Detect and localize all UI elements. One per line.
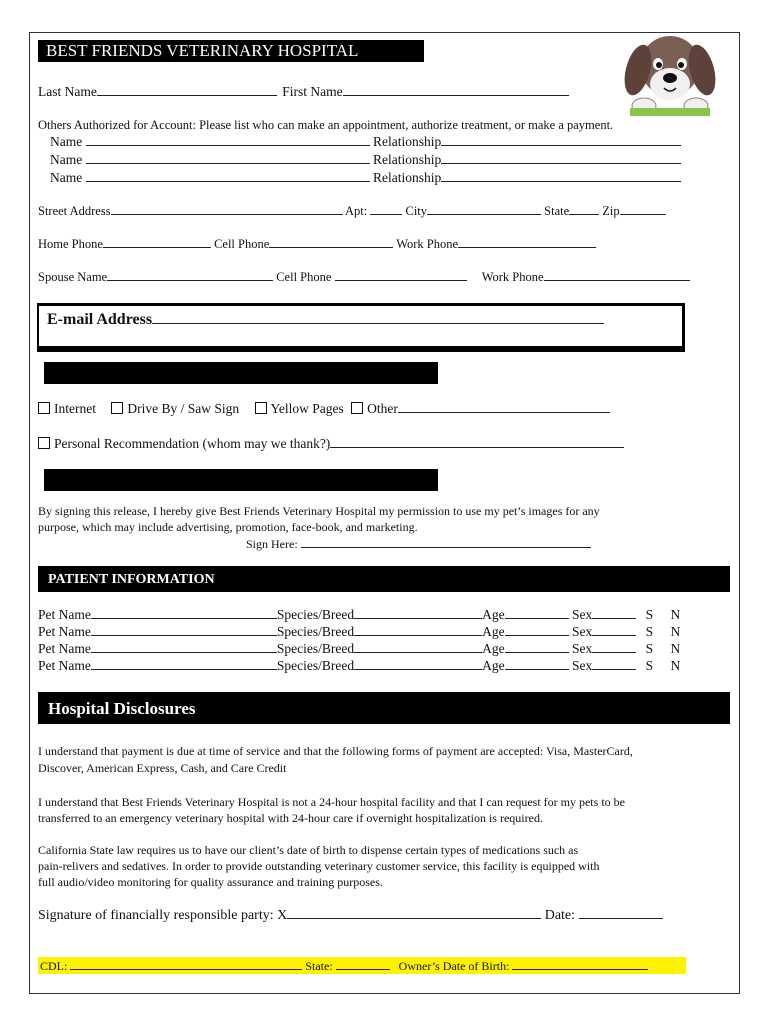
cdl-field[interactable] [70,959,302,970]
pet-name-field-3[interactable] [91,642,277,653]
signature-field[interactable] [287,908,541,919]
species-field-4[interactable] [354,659,482,670]
zip-field[interactable] [620,204,666,215]
referral-heading-bar [44,362,438,384]
disclosure-3-line-2: pain-relivers and sedatives. In order to provide outstanding veterinary customer service, this facility is equipped with [38,859,600,873]
age-field-4[interactable] [505,659,569,670]
authorized-row-3: Name Relationship [50,170,681,186]
other-field[interactable] [398,402,610,413]
other-checkbox[interactable] [351,402,363,414]
authorized-intro: Others Authorized for Account: Please list who can make an appointment, authorize treatment, or make a payment. [38,118,614,132]
email-field[interactable] [152,311,604,324]
patient-row-4: Pet Name Species/Breed Age Sex S N [38,658,681,673]
release-line-1: By signing this release, I hereby give Best Friends Veterinary Hospital my permission to use my pet’s images for any [38,504,600,518]
sex-field-2[interactable] [592,625,636,636]
disclosure-2-line-1: I understand that Best Friends Veterinary Hospital is not a 24-hour hospital facility and that I can request for my pets to be [38,795,625,809]
yellow-pages-checkbox[interactable] [255,402,267,414]
last-name-field[interactable] [97,85,277,96]
pet-name-field-4[interactable] [91,659,277,670]
cell-phone-field[interactable] [269,237,393,248]
home-phone-field[interactable] [103,237,211,248]
spouse-name-field[interactable] [107,270,273,281]
owner-dob-field[interactable] [512,959,648,970]
authorized-relationship-field-2[interactable] [441,153,681,164]
patient-row-2: Pet Name Species/Breed Age Sex S N [38,624,681,639]
age-field-3[interactable] [505,642,569,653]
state-field[interactable] [569,204,599,215]
hospital-title: BEST FRIENDS VETERINARY HOSPITAL [38,40,424,62]
address-row: Street Address Apt: City State Zip [38,204,666,219]
spouse-cell-phone-field[interactable] [335,270,467,281]
cdl-state-field[interactable] [336,959,390,970]
apt-field[interactable] [370,204,402,215]
footer-row: CDL: State: Owner’s Date of Birth: [40,959,648,974]
pet-name-field-2[interactable] [91,625,277,636]
authorized-relationship-field-1[interactable] [441,135,681,146]
authorized-name-field-2[interactable] [86,153,370,164]
species-field-1[interactable] [354,608,482,619]
patient-row-3: Pet Name Species/Breed Age Sex S N [38,641,681,656]
species-field-3[interactable] [354,642,482,653]
patient-heading: PATIENT INFORMATION [38,566,730,592]
age-field-1[interactable] [505,608,569,619]
dog-mascot-icon [620,28,720,120]
patient-row-1: Pet Name Species/Breed Age Sex S N [38,607,681,622]
street-address-field[interactable] [111,204,343,215]
work-phone-field[interactable] [458,237,596,248]
release-sign-row: Sign Here: [246,537,591,552]
disclosure-3-line-1: California State law requires us to have our client’s date of birth to dispense certain types of medications such as [38,843,579,857]
disclosures-heading: Hospital Disclosures [38,692,730,724]
owner-name-row: Last Name First Name [38,84,569,100]
release-signature-field[interactable] [301,537,591,548]
age-field-2[interactable] [505,625,569,636]
referral-row-2: Personal Recommendation (whom may we thank?) [38,436,624,452]
city-field[interactable] [427,204,541,215]
sex-field-1[interactable] [592,608,636,619]
authorized-name-field-3[interactable] [86,171,370,182]
authorized-name-field-1[interactable] [86,135,370,146]
disclosure-1-line-2: Discover, American Express, Cash, and Care Credit [38,761,287,775]
disclosure-1-line-1: I understand that payment is due at time of service and that the following forms of payment are accepted: Visa, MasterCard, [38,744,633,758]
signature-row: Signature of financially responsible party: X Date: [38,908,663,924]
sex-field-4[interactable] [592,659,636,670]
email-row: E-mail Address [47,311,604,329]
pet-name-field-1[interactable] [91,608,277,619]
personal-recommendation-field[interactable] [330,437,624,448]
authorized-relationship-field-3[interactable] [441,171,681,182]
date-field[interactable] [579,908,663,919]
internet-checkbox[interactable] [38,402,50,414]
sex-field-3[interactable] [592,642,636,653]
authorized-row-2: Name Relationship [50,152,681,168]
phones-row: Home Phone Cell Phone Work Phone [38,237,596,252]
release-line-2: purpose, which may include advertising, promotion, face-book, and marketing. [38,520,418,534]
species-field-2[interactable] [354,625,482,636]
driveby-checkbox[interactable] [111,402,123,414]
referral-row-1: Internet Drive By / Saw Sign Yellow Pages Other [38,401,610,417]
authorized-row-1: Name Relationship [50,134,681,150]
disclosure-2-line-2: transferred to an emergency veterinary hospital with 24-hour care if overnight hospitalization is required. [38,811,543,825]
spouse-work-phone-field[interactable] [544,270,690,281]
disclosure-3-line-3: full audio/video monitoring for quality assurance and training purposes. [38,875,383,889]
personal-recommendation-checkbox[interactable] [38,437,50,449]
spouse-row: Spouse Name Cell Phone Work Phone [38,270,690,285]
release-heading-bar [44,469,438,491]
first-name-field[interactable] [343,85,569,96]
